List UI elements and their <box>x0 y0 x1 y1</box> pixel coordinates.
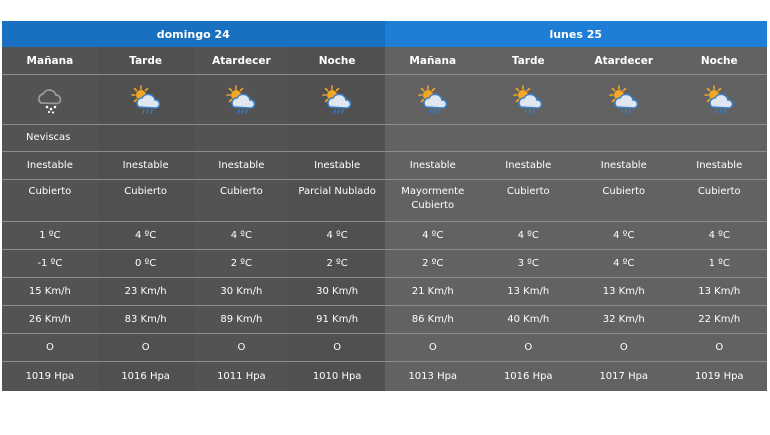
wind-gust: 86 Km/h <box>385 306 481 334</box>
stability: Inestable <box>385 152 481 180</box>
wind-gust: 40 Km/h <box>481 306 577 334</box>
temp-min: 0 ºC <box>98 250 194 278</box>
period-column <box>2 47 98 391</box>
wind-gust: 89 Km/h <box>194 306 290 334</box>
stability: Inestable <box>289 152 385 180</box>
wind-speed: 13 Km/h <box>576 278 672 306</box>
period-label: Atardecer <box>576 47 672 75</box>
temp-min: 4 ºC <box>576 250 672 278</box>
wind-speed: 21 Km/h <box>385 278 481 306</box>
wind-gust: 26 Km/h <box>2 306 98 334</box>
temp-max: 4 ºC <box>98 222 194 250</box>
period-label: Noche <box>289 47 385 75</box>
day-label-0[interactable]: domingo 24 <box>2 21 385 47</box>
precipitation: O <box>98 334 194 362</box>
cloud-cover: Mayormente Cubierto <box>385 180 481 222</box>
description <box>385 125 481 152</box>
pressure: 1016 Hpa <box>503 370 553 382</box>
description <box>194 125 290 152</box>
cloud-cover: Cubierto <box>98 180 194 222</box>
sun-cloud-rain-icon <box>194 75 290 125</box>
wind-gust: 83 Km/h <box>98 306 194 334</box>
precipitation: O <box>194 334 290 362</box>
period-column <box>672 47 768 391</box>
description: Neviscas <box>2 125 98 152</box>
period-column <box>481 47 577 391</box>
temp-max: 4 ºC <box>576 222 672 250</box>
stability: Inestable <box>672 152 768 180</box>
pressure: 1011 Hpa <box>217 370 266 382</box>
temp-max: 4 ºC <box>194 222 290 250</box>
temp-max: 4 ºC <box>385 222 481 250</box>
day-block-1 <box>385 47 767 391</box>
cloud-cover: Cubierto <box>672 180 768 222</box>
period-column <box>289 47 385 391</box>
stability: Inestable <box>2 152 98 180</box>
temp-min: 2 ºC <box>289 250 385 278</box>
period-label: Mañana <box>385 47 481 75</box>
stability: Inestable <box>194 152 290 180</box>
pressure: 1019 Hpa <box>25 370 75 382</box>
stability: Inestable <box>576 152 672 180</box>
temp-min: 1 ºC <box>672 250 768 278</box>
wind-gust: 22 Km/h <box>672 306 768 334</box>
period-label: Tarde <box>481 47 577 75</box>
precipitation: O <box>2 334 98 362</box>
wind-gust: 91 Km/h <box>289 306 385 334</box>
temp-max: 1 ºC <box>2 222 98 250</box>
cloud-cover: Cubierto <box>481 180 577 222</box>
temp-min: 2 ºC <box>194 250 290 278</box>
wind-speed: 30 Km/h <box>289 278 385 306</box>
sun-cloud-rain-icon <box>672 75 768 125</box>
sun-cloud-rain-icon <box>98 75 194 125</box>
pressure: 1013 Hpa <box>408 370 458 382</box>
precipitation: O <box>672 334 768 362</box>
wind-speed: 30 Km/h <box>194 278 290 306</box>
precipitation: O <box>289 334 385 362</box>
pressure: 1017 Hpa <box>599 370 649 382</box>
forecast-table <box>2 21 767 391</box>
period-label: Tarde <box>98 47 194 75</box>
sun-cloud-rain-icon <box>385 75 481 125</box>
cloud-cover: Cubierto <box>2 180 98 222</box>
period-label: Noche <box>672 47 768 75</box>
cloud-cover: Cubierto <box>194 180 290 222</box>
wind-gust: 32 Km/h <box>576 306 672 334</box>
sun-cloud-rain-icon <box>481 75 577 125</box>
description <box>481 125 577 152</box>
day-block-0 <box>2 47 385 391</box>
precipitation: O <box>385 334 481 362</box>
temp-max: 4 ºC <box>672 222 768 250</box>
description <box>289 125 385 152</box>
temp-max: 4 ºC <box>289 222 385 250</box>
precipitation: O <box>481 334 577 362</box>
wind-speed: 15 Km/h <box>2 278 98 306</box>
day-header-row <box>2 21 767 47</box>
sun-cloud-rain-icon <box>576 75 672 125</box>
forecast-grid <box>2 47 767 391</box>
description <box>98 125 194 152</box>
temp-min: -1 ºC <box>2 250 98 278</box>
period-label: Mañana <box>2 47 98 75</box>
stability: Inestable <box>481 152 577 180</box>
day-label-1[interactable]: lunes 25 <box>549 27 603 41</box>
pressure: 1016 Hpa <box>121 370 170 382</box>
stability: Inestable <box>98 152 194 180</box>
period-column <box>194 47 290 391</box>
temp-min: 2 ºC <box>385 250 481 278</box>
pressure: 1010 Hpa <box>312 370 362 382</box>
wind-speed: 13 Km/h <box>481 278 577 306</box>
pressure: 1019 Hpa <box>694 370 744 382</box>
snow-cloud-icon <box>2 75 98 125</box>
period-label: Atardecer <box>194 47 290 75</box>
period-column <box>385 47 481 391</box>
wind-speed: 13 Km/h <box>672 278 768 306</box>
temp-max: 4 ºC <box>481 222 577 250</box>
sun-cloud-rain-icon <box>289 75 385 125</box>
cloud-cover: Parcial Nublado <box>289 180 385 222</box>
description <box>576 125 672 152</box>
period-column <box>576 47 672 391</box>
temp-min: 3 ºC <box>481 250 577 278</box>
precipitation: O <box>576 334 672 362</box>
cloud-cover: Cubierto <box>576 180 672 222</box>
period-column <box>98 47 194 391</box>
description <box>672 125 768 152</box>
wind-speed: 23 Km/h <box>98 278 194 306</box>
